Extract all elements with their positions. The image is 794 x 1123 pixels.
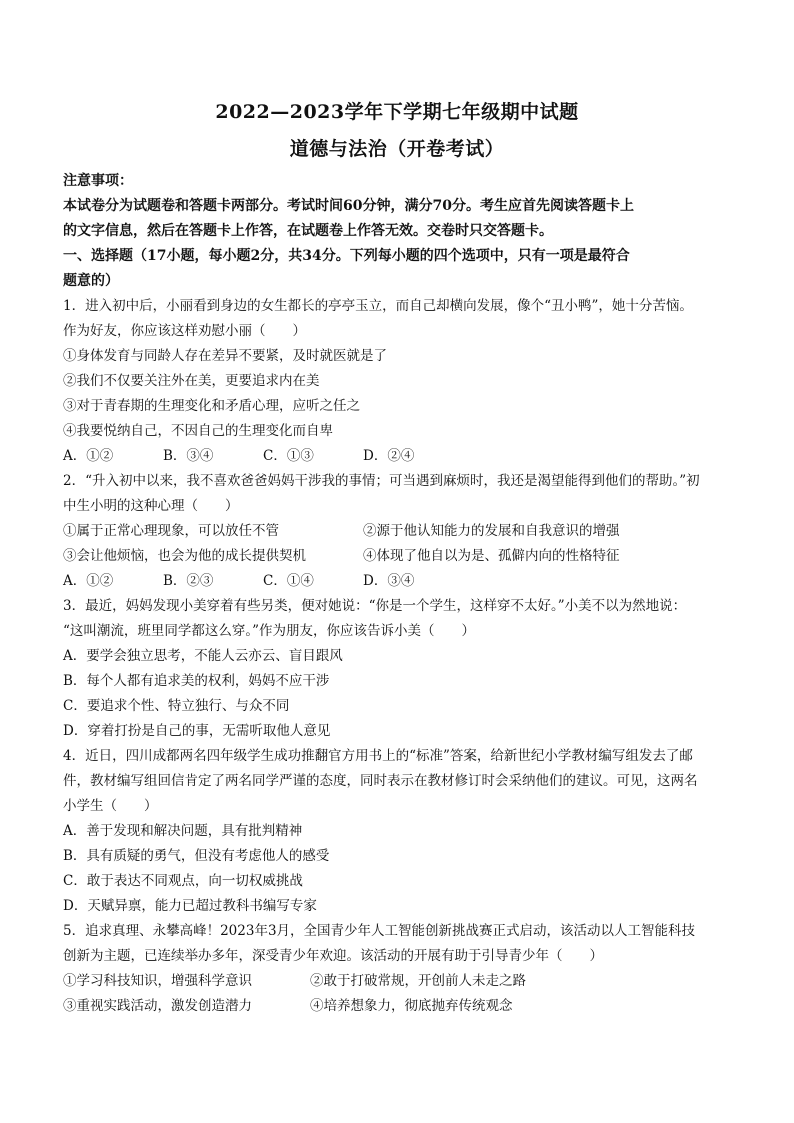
q5-stem-line-2: 创新为主题，已连续举办多年，深受青少年欢迎。该活动的开展有助于引导青少年（ ） [63, 948, 603, 964]
q1-stem-line-2: 作为好友，你应该这样劝慰小丽（ ） [63, 323, 306, 339]
q3-option-d: D．穿着打扮是自己的事，无需听取他人意见 [63, 723, 331, 739]
q5-statement-4: ④培养想象力，彻底抛弃传统观念 [310, 998, 513, 1014]
q3-option-b: B．每个人都有追求美的权利，妈妈不应干涉 [63, 673, 330, 689]
q5-stem-line-1: 5．追求真理、永攀高峰！2023年3月，全国青少年人工智能创新挑战赛正式启动，该活动以人工智能科技 [63, 923, 696, 939]
section-heading-line-2: 题意的） [63, 273, 119, 289]
q2-option-b: B．②③ [163, 573, 214, 589]
q4-stem-line-3: 小学生（ ） [63, 798, 158, 814]
q3-stem-line-2: “这叫潮流，班里同学都这么穿。”作为朋友，你应该告诉小美（ ） [63, 623, 476, 639]
q5-statement-1: ①学习科技知识，增强科学意识 [63, 973, 252, 989]
q3-stem-line-1: 3．最近，妈妈发现小美穿着有些另类，便对她说：“你是一个学生，这样穿不太好。”小美不以为然地说： [63, 598, 687, 614]
q1-option-d: D．②④ [363, 448, 415, 464]
q1-option-a: A．①② [63, 448, 114, 464]
q1-statement-2: ②我们不仅要关注外在美，更要追求内在美 [63, 373, 320, 389]
q2-statement-3: ③会让他烦恼，也会为他的成长提供契机 [63, 548, 306, 564]
q1-option-b: B．③④ [163, 448, 214, 464]
q2-statement-1: ①属于正常心理现象，可以放任不管 [63, 523, 279, 539]
q1-statement-4: ④我要悦纳自己，不因自己的生理变化而自卑 [63, 423, 333, 439]
q2-statement-2: ②源于他认知能力的发展和自我意识的增强 [363, 523, 620, 539]
q4-option-a: A．善于发现和解决问题，具有批判精神 [63, 823, 303, 839]
q3-option-a: A．要学会独立思考，不能人云亦云、盲目跟风 [63, 648, 343, 664]
q4-option-b: B．具有质疑的勇气，但没有考虑他人的感受 [63, 848, 330, 864]
q4-stem-line-1: 4．近日，四川成都两名四年级学生成功推翻官方用书上的“标准”答案，给新世纪小学教材编写组发去了邮 [63, 748, 693, 764]
q2-option-d: D．③④ [363, 573, 415, 589]
q1-stem-line-1: 1．进入初中后，小丽看到身边的女生都长的亭亭玉立，而自己却横向发展，像个“丑小鸭”，她十分苦恼。 [63, 298, 693, 314]
q5-statement-3: ③重视实践活动，激发创造潜力 [63, 998, 252, 1014]
q4-option-c: C．敢于表达不同观点，向一切权威挑战 [63, 873, 303, 889]
q5-statement-2: ②敢于打破常规，开创前人未走之路 [310, 973, 526, 989]
q2-stem-line-1: 2．“升入初中以来，我不喜欢爸爸妈妈干涉我的事情；可当遇到麻烦时，我还是渴望能得到他们的帮助。”初 [63, 473, 700, 489]
section-heading-line-1: 一、选择题（17小题，每小题2分，共34分。下列每小题的四个选项中，只有一项是最符合 [63, 248, 630, 264]
notice-heading: 注意事项： [63, 173, 133, 189]
q2-option-c: C．①④ [263, 573, 314, 589]
notice-line-2: 的文字信息，然后在答题卡上作答，在试题卷上作答无效。交卷时只交答题卡。 [63, 223, 553, 239]
q2-option-a: A．①② [63, 573, 114, 589]
q2-stem-line-2: 中生小明的这种心理（ ） [63, 498, 239, 514]
exam-title: 2022—2023学年下学期七年级期中试题 [215, 101, 579, 123]
q4-stem-line-2: 件，教材编写组回信肯定了两名同学严谨的态度，同时表示在教材修订时会采纳他们的建议。可见，这两名 [63, 773, 698, 789]
q1-statement-1: ①身体发育与同龄人存在差异不要紧，及时就医就是了 [63, 348, 387, 364]
q1-statement-3: ③对于青春期的生理变化和矛盾心理，应听之任之 [63, 398, 360, 414]
q2-statement-4: ④体现了他自以为是、孤僻内向的性格特征 [363, 548, 620, 564]
q4-option-d: D．天赋异禀，能力已超过教科书编写专家 [63, 898, 317, 914]
exam-subtitle: 道德与法治（开卷考试） [289, 138, 505, 160]
q1-option-c: C．①③ [263, 448, 314, 464]
q3-option-c: C．要追求个性、特立独行、与众不同 [63, 698, 290, 714]
notice-line-1: 本试卷分为试题卷和答题卡两部分。考试时间60分钟，满分70分。考生应首先阅读答题卡上 [63, 198, 634, 214]
